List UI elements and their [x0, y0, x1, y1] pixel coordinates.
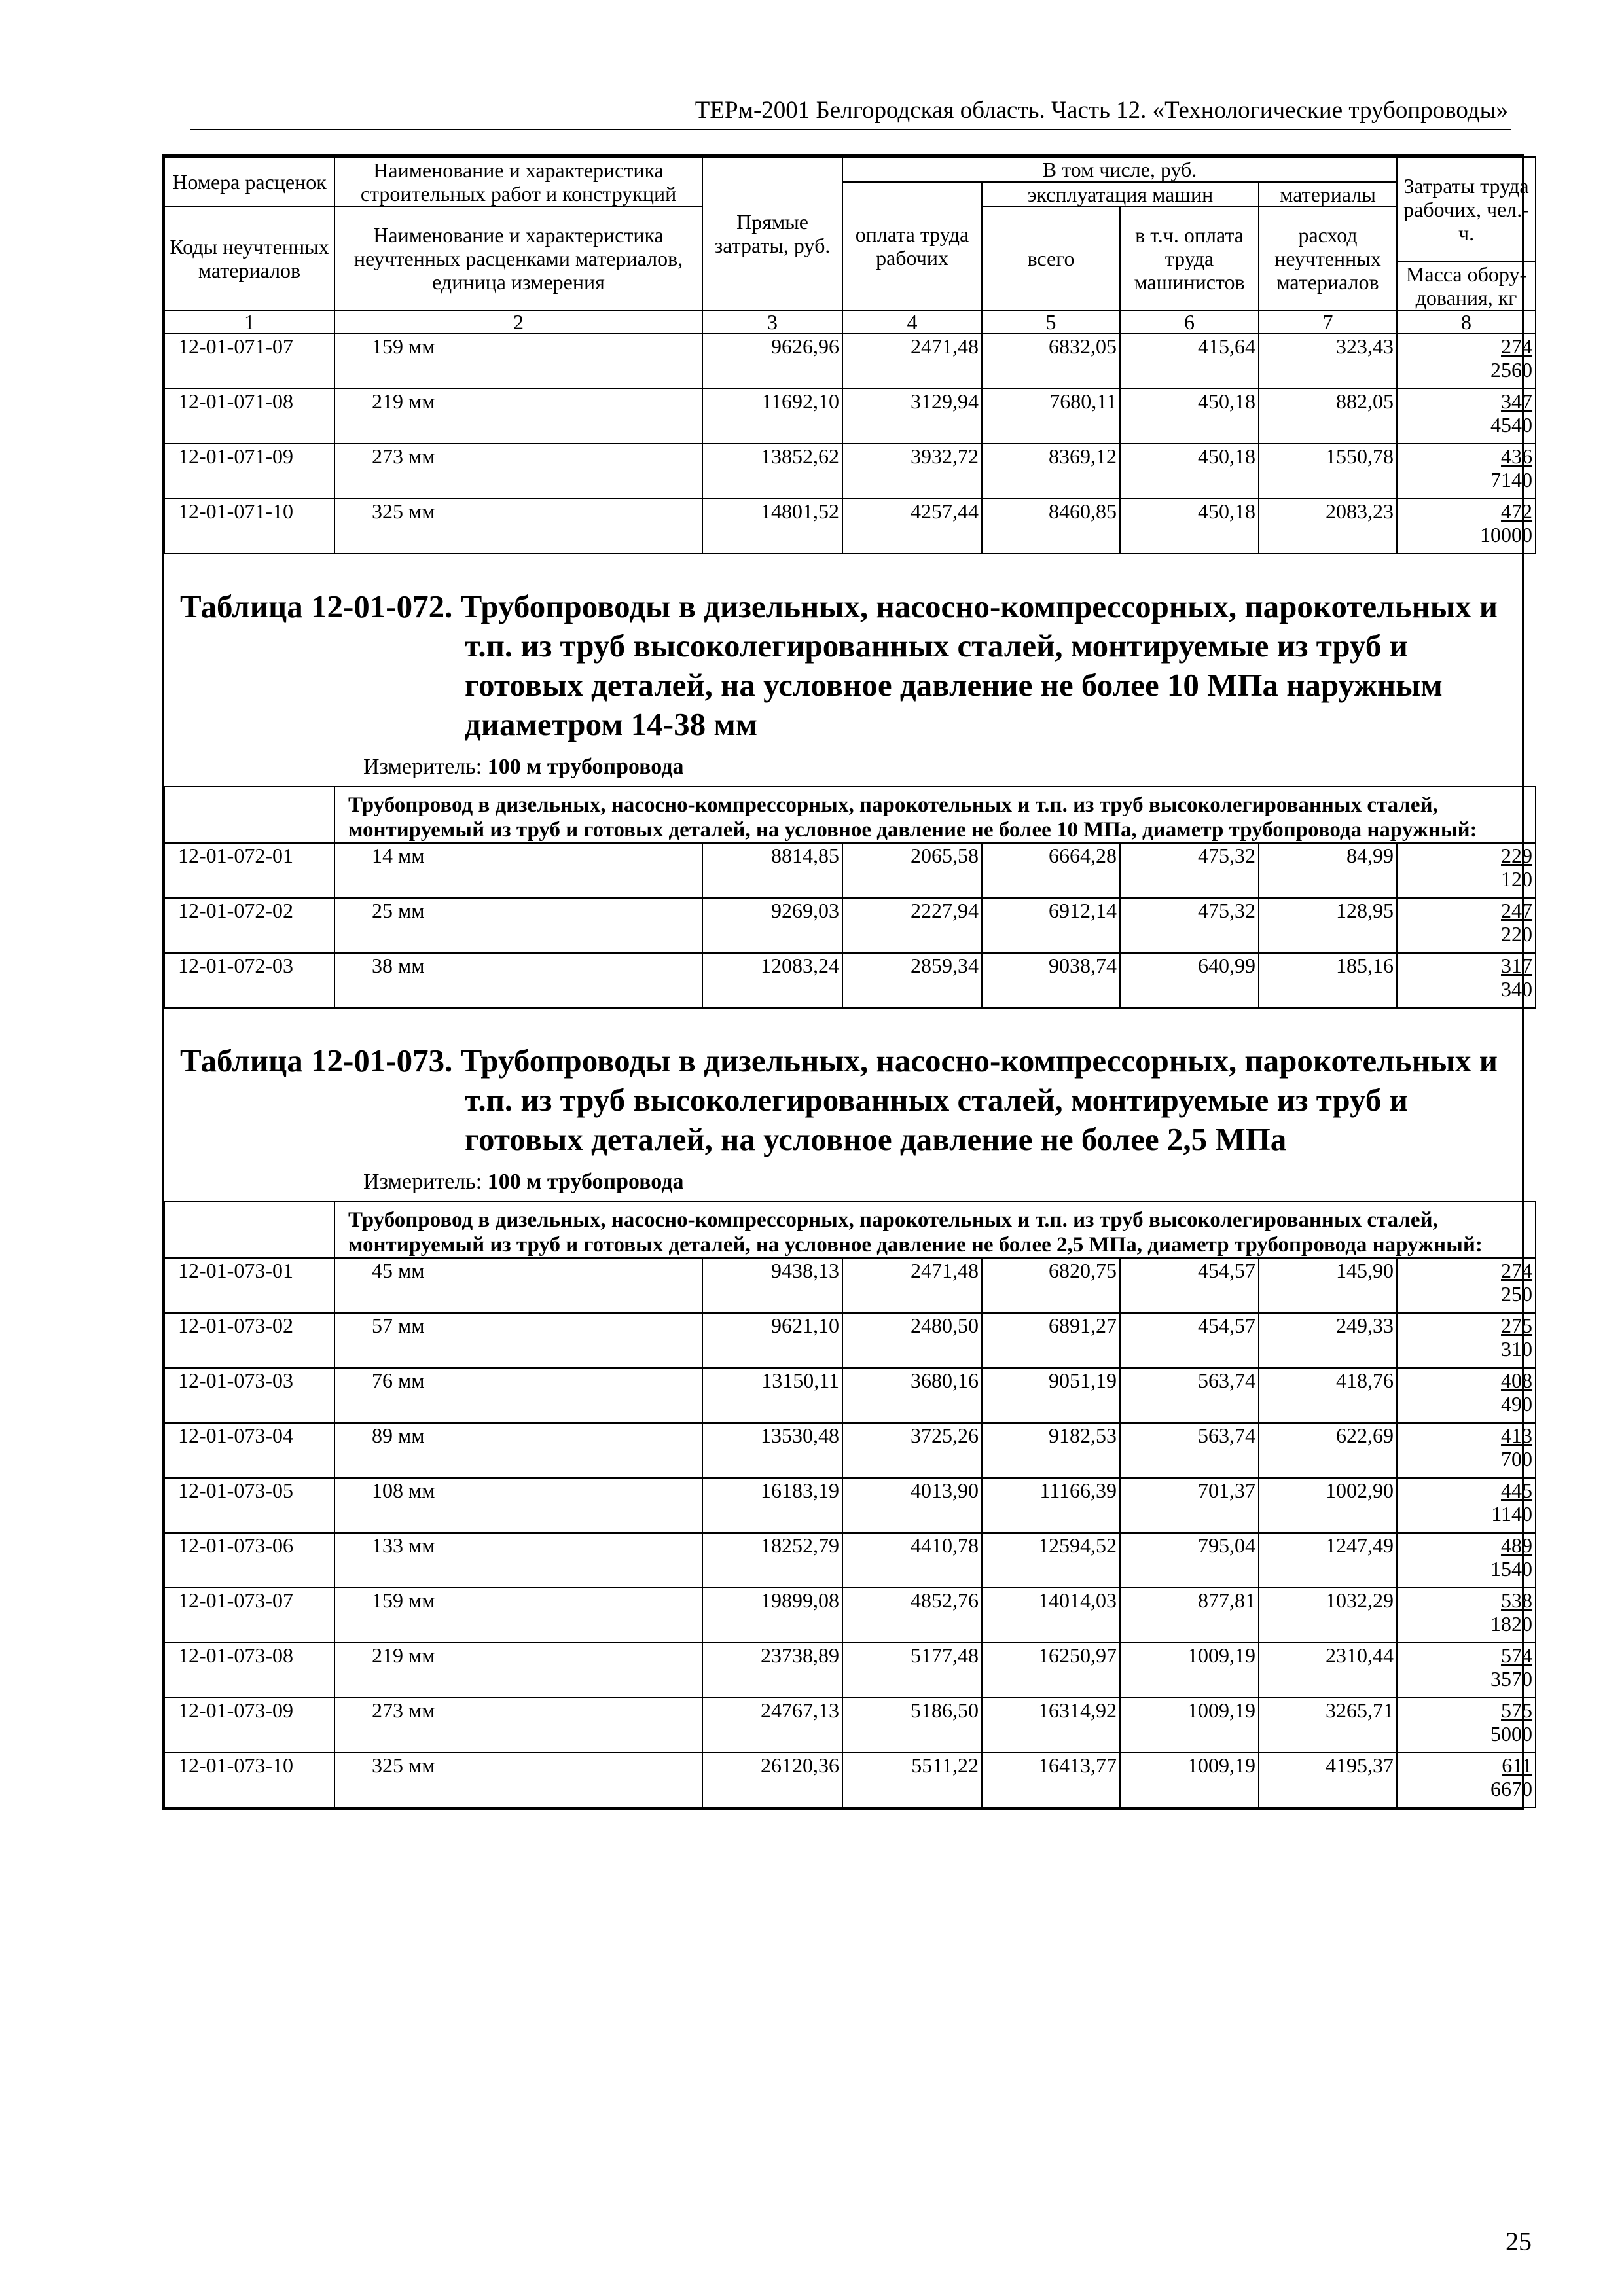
section-title: Таблица 12-01-072. Трубопроводы в дизельных, насосно-компрессорных, парокотельных и т.п. из труб высоколегированных сталей, монтируемые из труб и готовых деталей, на условное давление не более 10 МПа наружным диаметром 14-38 мм: [180, 588, 1498, 742]
table-row: [164, 1258, 1536, 1313]
materials-cell: 1247,49: [1259, 1533, 1397, 1588]
machines-cell: 9182,53: [982, 1423, 1120, 1478]
group-description: Трубопровод в дизельных, насосно-компрессорных, парокотельных и т.п. из труб высоколегированных сталей, монтируемый из труб и готовых деталей, на условное давление не более 10 МПа, диаметр трубопровода наружный:: [334, 787, 1536, 843]
meter-label: Измеритель:: [363, 755, 482, 779]
labor-value: 611: [1502, 1753, 1533, 1777]
header-machinist-wages: в т.ч. оплата труда машинистов: [1120, 207, 1259, 310]
diameter-cell: 108 мм: [334, 1478, 702, 1533]
machinist-cell: 701,37: [1120, 1478, 1259, 1533]
diameter-cell: 159 мм: [334, 1588, 702, 1643]
diameter-cell: 219 мм: [334, 1643, 702, 1698]
header-including: В том числе, руб.: [842, 157, 1397, 182]
machines-cell: 8369,12: [982, 444, 1120, 499]
page-number: 25: [1506, 2227, 1532, 2256]
machinist-cell: 563,74: [1120, 1423, 1259, 1478]
mass-value: 1820: [1490, 1612, 1533, 1636]
header-work-name: Наименование и характеристика строительных работ и конструкций: [334, 157, 702, 207]
header-machines-total: всего: [982, 207, 1120, 310]
machinist-cell: 450,18: [1120, 389, 1259, 444]
mass-value: 250: [1501, 1282, 1533, 1306]
running-header: ТЕРм-2001 Белгородская область. Часть 12. «Технологические трубопроводы»: [695, 97, 1508, 124]
mass-value: 6670: [1490, 1777, 1533, 1801]
machines-cell: 12594,52: [982, 1533, 1120, 1588]
column-number: 4: [842, 310, 982, 334]
wages-cell: 4410,78: [842, 1533, 982, 1588]
diameter-cell: 273 мм: [334, 444, 702, 499]
rate-code-cell: 12-01-071-09: [164, 444, 334, 499]
labor-value: 413: [1501, 1424, 1533, 1447]
group-row: [164, 787, 1536, 843]
header-rule: [190, 129, 1511, 130]
direct-cell: 18252,79: [702, 1533, 842, 1588]
rate-code-cell: 12-01-073-02: [164, 1313, 334, 1368]
machines-cell: 6832,05: [982, 334, 1120, 389]
table-row: [164, 389, 1536, 444]
column-numbers-row: [164, 310, 1536, 334]
labor-value: 472: [1501, 499, 1533, 523]
direct-cell: 13530,48: [702, 1423, 842, 1478]
machines-cell: 16250,97: [982, 1643, 1120, 1698]
wages-cell: 2065,58: [842, 843, 982, 898]
header-labor: Затраты труда рабочих, чел.-ч.: [1397, 157, 1536, 262]
section-title-row: [164, 1008, 1536, 1202]
labor-mass-cell: [1397, 389, 1536, 444]
header-equipment-mass: Масса обору-дования, кг: [1397, 262, 1536, 310]
machines-cell: 16314,92: [982, 1698, 1120, 1753]
wages-cell: 5186,50: [842, 1698, 982, 1753]
machinist-cell: 1009,19: [1120, 1698, 1259, 1753]
wages-cell: 2471,48: [842, 1258, 982, 1313]
wages-cell: 3680,16: [842, 1368, 982, 1423]
direct-cell: 9438,13: [702, 1258, 842, 1313]
rate-code-cell: 12-01-073-03: [164, 1368, 334, 1423]
machines-cell: 6912,14: [982, 898, 1120, 953]
meter-label: Измеритель:: [363, 1170, 482, 1194]
rate-code-cell: 12-01-073-08: [164, 1643, 334, 1698]
mass-value: 3570: [1490, 1667, 1533, 1691]
rate-code-cell: 12-01-071-10: [164, 499, 334, 554]
labor-value: 445: [1501, 1479, 1533, 1502]
mass-value: 1540: [1490, 1557, 1533, 1581]
labor-value: 436: [1501, 444, 1533, 468]
machines-cell: 9051,19: [982, 1368, 1120, 1423]
labor-mass-cell: [1397, 334, 1536, 389]
labor-mass-cell: [1397, 444, 1536, 499]
table-row: [164, 1533, 1536, 1588]
rate-code-cell: 12-01-073-04: [164, 1423, 334, 1478]
mass-value: 120: [1501, 867, 1533, 891]
machinist-cell: 450,18: [1120, 444, 1259, 499]
rate-code-cell: 12-01-073-06: [164, 1533, 334, 1588]
rate-code-cell: 12-01-072-02: [164, 898, 334, 953]
labor-value: 247: [1501, 899, 1533, 922]
direct-cell: 23738,89: [702, 1643, 842, 1698]
machinist-cell: 475,32: [1120, 843, 1259, 898]
mass-value: 700: [1501, 1447, 1533, 1471]
materials-cell: 1550,78: [1259, 444, 1397, 499]
machines-cell: 7680,11: [982, 389, 1120, 444]
column-number: 5: [982, 310, 1120, 334]
machinist-cell: 563,74: [1120, 1368, 1259, 1423]
labor-mass-cell: [1397, 1258, 1536, 1313]
wages-cell: 2859,34: [842, 953, 982, 1008]
labor-mass-cell: [1397, 499, 1536, 554]
table-row: [164, 1588, 1536, 1643]
rate-code-cell: 12-01-072-01: [164, 843, 334, 898]
table-row: [164, 499, 1536, 554]
labor-mass-cell: [1397, 953, 1536, 1008]
machinist-cell: 475,32: [1120, 898, 1259, 953]
materials-cell: 1002,90: [1259, 1478, 1397, 1533]
direct-cell: 14801,52: [702, 499, 842, 554]
wages-cell: 2471,48: [842, 334, 982, 389]
table-row: [164, 444, 1536, 499]
table-row: [164, 334, 1536, 389]
machines-cell: 11166,39: [982, 1478, 1120, 1533]
rate-code-cell: 12-01-071-08: [164, 389, 334, 444]
materials-cell: 145,90: [1259, 1258, 1397, 1313]
labor-mass-cell: [1397, 1368, 1536, 1423]
column-number: 2: [334, 310, 702, 334]
mass-value: 5000: [1490, 1722, 1533, 1746]
materials-cell: 622,69: [1259, 1423, 1397, 1478]
meter-value: 100 м трубопровода: [487, 755, 684, 779]
wages-cell: 3725,26: [842, 1423, 982, 1478]
machinist-cell: 1009,19: [1120, 1753, 1259, 1808]
labor-mass-cell: [1397, 1478, 1536, 1533]
section-header: [164, 554, 1536, 787]
direct-cell: 13150,11: [702, 1368, 842, 1423]
labor-mass-cell: [1397, 1753, 1536, 1808]
table-row: [164, 1643, 1536, 1698]
labor-value: 538: [1501, 1588, 1533, 1612]
header-unaccounted-materials: Наименование и характеристика неучтенных расценками материалов, единица измерения: [334, 207, 702, 310]
wages-cell: 2480,50: [842, 1313, 982, 1368]
meter-value: 100 м трубопровода: [487, 1170, 684, 1194]
mass-value: 490: [1501, 1392, 1533, 1416]
machines-cell: 8460,85: [982, 499, 1120, 554]
rates-table-frame: [162, 154, 1533, 1810]
wages-cell: 4852,76: [842, 1588, 982, 1643]
direct-cell: 9269,03: [702, 898, 842, 953]
header-wages: оплата труда рабочих: [842, 182, 982, 310]
wages-cell: 3129,94: [842, 389, 982, 444]
labor-value: 274: [1501, 334, 1533, 358]
materials-cell: 2310,44: [1259, 1643, 1397, 1698]
table-row: [164, 1698, 1536, 1753]
diameter-cell: 325 мм: [334, 1753, 702, 1808]
labor-mass-cell: [1397, 1643, 1536, 1698]
table-row: [164, 1313, 1536, 1368]
mass-value: 220: [1501, 922, 1533, 946]
labor-value: 575: [1501, 1698, 1533, 1722]
header-rate-numbers: Номера расценок: [164, 157, 334, 207]
machines-cell: 6820,75: [982, 1258, 1120, 1313]
materials-cell: 4195,37: [1259, 1753, 1397, 1808]
rates-table: [164, 156, 1536, 1808]
machines-cell: 9038,74: [982, 953, 1120, 1008]
direct-cell: 13852,62: [702, 444, 842, 499]
diameter-cell: 89 мм: [334, 1423, 702, 1478]
wages-cell: 4013,90: [842, 1478, 982, 1533]
labor-mass-cell: [1397, 1588, 1536, 1643]
diameter-cell: 38 мм: [334, 953, 702, 1008]
labor-value: 274: [1501, 1259, 1533, 1282]
rate-code-cell: 12-01-073-09: [164, 1698, 334, 1753]
diameter-cell: 159 мм: [334, 334, 702, 389]
direct-cell: 19899,08: [702, 1588, 842, 1643]
mass-value: 310: [1501, 1337, 1533, 1361]
machinist-cell: 795,04: [1120, 1533, 1259, 1588]
diameter-cell: 76 мм: [334, 1368, 702, 1423]
mass-value: 7140: [1490, 468, 1533, 492]
header-machines: эксплуатация машин: [982, 182, 1259, 207]
section-title: Таблица 12-01-073. Трубопроводы в дизельных, насосно-компрессорных, парокотельных и т.п. из труб высоколегированных сталей, монтируемые из труб и готовых деталей, на условное давление не более 2,5 МПа: [180, 1043, 1498, 1157]
mass-value: 340: [1501, 977, 1533, 1001]
header-materials-flow: расход неучтенных материалов: [1259, 207, 1397, 310]
machinist-cell: 1009,19: [1120, 1643, 1259, 1698]
direct-cell: 26120,36: [702, 1753, 842, 1808]
mass-value: 1140: [1491, 1502, 1533, 1526]
direct-cell: 11692,10: [702, 389, 842, 444]
rate-code-cell: 12-01-073-10: [164, 1753, 334, 1808]
column-number: 1: [164, 310, 334, 334]
wages-cell: 4257,44: [842, 499, 982, 554]
labor-value: 317: [1501, 954, 1533, 977]
labor-mass-cell: [1397, 1698, 1536, 1753]
group-row: [164, 1202, 1536, 1258]
mass-value: 4540: [1490, 413, 1533, 437]
header-materials: материалы: [1259, 182, 1397, 207]
labor-value: 574: [1501, 1643, 1533, 1667]
machinist-cell: 454,57: [1120, 1258, 1259, 1313]
machinist-cell: 415,64: [1120, 334, 1259, 389]
rate-code-cell: 12-01-072-03: [164, 953, 334, 1008]
labor-value: 275: [1501, 1314, 1533, 1337]
section-header: [164, 1008, 1536, 1202]
machines-cell: 6891,27: [982, 1313, 1120, 1368]
direct-cell: 12083,24: [702, 953, 842, 1008]
labor-value: 229: [1501, 844, 1533, 867]
machinist-cell: 454,57: [1120, 1313, 1259, 1368]
header-direct-costs: Прямые затраты, руб.: [702, 157, 842, 310]
labor-mass-cell: [1397, 1423, 1536, 1478]
labor-value: 347: [1501, 389, 1533, 413]
materials-cell: 128,95: [1259, 898, 1397, 953]
meter-line: [180, 1168, 1509, 1196]
wages-cell: 3932,72: [842, 444, 982, 499]
labor-mass-cell: [1397, 843, 1536, 898]
labor-mass-cell: [1397, 1533, 1536, 1588]
materials-cell: 418,76: [1259, 1368, 1397, 1423]
machines-cell: 16413,77: [982, 1753, 1120, 1808]
direct-cell: 16183,19: [702, 1478, 842, 1533]
materials-cell: 249,33: [1259, 1313, 1397, 1368]
table-row: [164, 1478, 1536, 1533]
table-row: [164, 1368, 1536, 1423]
direct-cell: 24767,13: [702, 1698, 842, 1753]
machines-cell: 14014,03: [982, 1588, 1120, 1643]
machines-cell: 6664,28: [982, 843, 1120, 898]
mass-value: 2560: [1490, 358, 1533, 382]
wages-cell: 2227,94: [842, 898, 982, 953]
section-title-row: [164, 554, 1536, 787]
diameter-cell: 25 мм: [334, 898, 702, 953]
wages-cell: 5177,48: [842, 1643, 982, 1698]
rate-code-cell: 12-01-073-05: [164, 1478, 334, 1533]
diameter-cell: 14 мм: [334, 843, 702, 898]
direct-cell: 8814,85: [702, 843, 842, 898]
wages-cell: 5511,22: [842, 1753, 982, 1808]
mass-value: 10000: [1480, 523, 1533, 547]
machinist-cell: 450,18: [1120, 499, 1259, 554]
diameter-cell: 133 мм: [334, 1533, 702, 1588]
machinist-cell: 877,81: [1120, 1588, 1259, 1643]
materials-cell: 2083,23: [1259, 499, 1397, 554]
table-row: [164, 953, 1536, 1008]
rate-code-cell: 12-01-073-07: [164, 1588, 334, 1643]
diameter-cell: 45 мм: [334, 1258, 702, 1313]
column-number: 7: [1259, 310, 1397, 334]
table-row: [164, 1753, 1536, 1808]
table-row: [164, 898, 1536, 953]
diameter-cell: 219 мм: [334, 389, 702, 444]
diameter-cell: 57 мм: [334, 1313, 702, 1368]
group-empty-cell: [164, 1202, 334, 1258]
table-row: [164, 843, 1536, 898]
table-row: [164, 1423, 1536, 1478]
materials-cell: 3265,71: [1259, 1698, 1397, 1753]
column-number: 3: [702, 310, 842, 334]
direct-cell: 9621,10: [702, 1313, 842, 1368]
rate-code-cell: 12-01-071-07: [164, 334, 334, 389]
diameter-cell: 273 мм: [334, 1698, 702, 1753]
header-unaccounted-codes: Коды неучтенных материалов: [164, 207, 334, 310]
direct-cell: 9626,96: [702, 334, 842, 389]
group-description: Трубопровод в дизельных, насосно-компрессорных, парокотельных и т.п. из труб высоколегированных сталей, монтируемый из труб и готовых деталей, на условное давление не более 2,5 МПа, диаметр трубопровода наружный:: [334, 1202, 1536, 1258]
rate-code-cell: 12-01-073-01: [164, 1258, 334, 1313]
materials-cell: 185,16: [1259, 953, 1397, 1008]
column-number: 6: [1120, 310, 1259, 334]
labor-value: 408: [1501, 1369, 1533, 1392]
column-number: 8: [1397, 310, 1536, 334]
materials-cell: 882,05: [1259, 389, 1397, 444]
labor-mass-cell: [1397, 1313, 1536, 1368]
materials-cell: 1032,29: [1259, 1588, 1397, 1643]
diameter-cell: 325 мм: [334, 499, 702, 554]
meter-line: [180, 753, 1509, 781]
labor-value: 489: [1501, 1534, 1533, 1557]
materials-cell: 84,99: [1259, 843, 1397, 898]
materials-cell: 323,43: [1259, 334, 1397, 389]
group-empty-cell: [164, 787, 334, 843]
labor-mass-cell: [1397, 898, 1536, 953]
machinist-cell: 640,99: [1120, 953, 1259, 1008]
